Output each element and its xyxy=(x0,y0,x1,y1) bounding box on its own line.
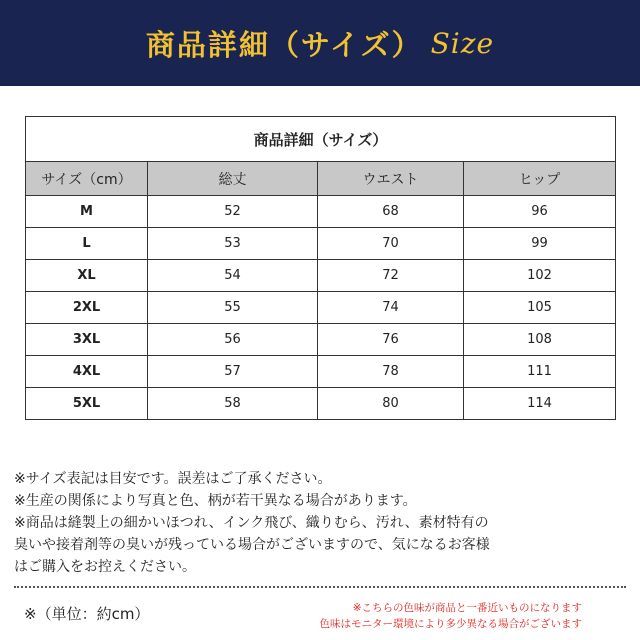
hip-cell: 108 xyxy=(464,324,616,356)
note-line: 臭いや接着剤等の臭いが残っている場合がございますので、気になるお客様 xyxy=(14,537,490,553)
hip-cell: 99 xyxy=(464,228,616,260)
size-cell: 3XL xyxy=(26,324,148,356)
table-row xyxy=(26,356,616,388)
table-header-row xyxy=(26,162,616,196)
table-row xyxy=(26,196,616,228)
dotted-divider xyxy=(14,586,626,588)
color-note xyxy=(320,600,583,632)
note-line: ※生産の関係により写真と色、柄が若干異なる場合があります。 xyxy=(14,493,417,509)
header-length: 総丈 xyxy=(148,162,318,196)
hip-cell: 105 xyxy=(464,292,616,324)
banner-script-title: Size xyxy=(430,26,495,60)
size-cell: 5XL xyxy=(26,388,148,420)
size-cell: M xyxy=(26,196,148,228)
hip-cell: 114 xyxy=(464,388,616,420)
table-row xyxy=(26,228,616,260)
color-note-line: ※こちらの色味が商品と一番近いものになります xyxy=(352,602,582,614)
waist-cell: 68 xyxy=(318,196,464,228)
table-row xyxy=(26,324,616,356)
length-cell: 53 xyxy=(148,228,318,260)
header-hip: ヒップ xyxy=(464,162,616,196)
table-row xyxy=(26,260,616,292)
table-row xyxy=(26,292,616,324)
hip-cell: 102 xyxy=(464,260,616,292)
table-caption: 商品詳細（サイズ） xyxy=(26,117,616,162)
unit-note: ※（単位：約cm） xyxy=(24,605,150,623)
waist-cell: 70 xyxy=(318,228,464,260)
note-line: はご購入をお控えください。 xyxy=(14,559,196,575)
note-line: ※商品は縫製上の細かいほつれ、インク飛び、織りむら、汚れ、素材特有の xyxy=(14,515,489,531)
header-waist: ウエスト xyxy=(318,162,464,196)
note-line: ※サイズ表記は目安です。誤差はご了承ください。 xyxy=(14,471,332,487)
size-cell: 4XL xyxy=(26,356,148,388)
length-cell: 58 xyxy=(148,388,318,420)
notes-block xyxy=(14,468,634,578)
length-cell: 55 xyxy=(148,292,318,324)
size-cell: L xyxy=(26,228,148,260)
header-size: サイズ（cm） xyxy=(26,162,148,196)
waist-cell: 72 xyxy=(318,260,464,292)
length-cell: 52 xyxy=(148,196,318,228)
color-note-line: 色味はモニター環境により多少異なる場合がございます xyxy=(319,618,582,630)
banner-title: 商品詳細（サイズ） xyxy=(145,27,423,62)
header-banner xyxy=(0,0,640,86)
waist-cell: 78 xyxy=(318,356,464,388)
length-cell: 56 xyxy=(148,324,318,356)
length-cell: 54 xyxy=(148,260,318,292)
waist-cell: 74 xyxy=(318,292,464,324)
waist-cell: 76 xyxy=(318,324,464,356)
waist-cell: 80 xyxy=(318,388,464,420)
table-row xyxy=(26,388,616,420)
hip-cell: 96 xyxy=(464,196,616,228)
hip-cell: 111 xyxy=(464,356,616,388)
length-cell: 57 xyxy=(148,356,318,388)
size-cell: XL xyxy=(26,260,148,292)
size-table-container xyxy=(25,116,615,420)
size-table xyxy=(25,116,616,420)
size-cell: 2XL xyxy=(26,292,148,324)
